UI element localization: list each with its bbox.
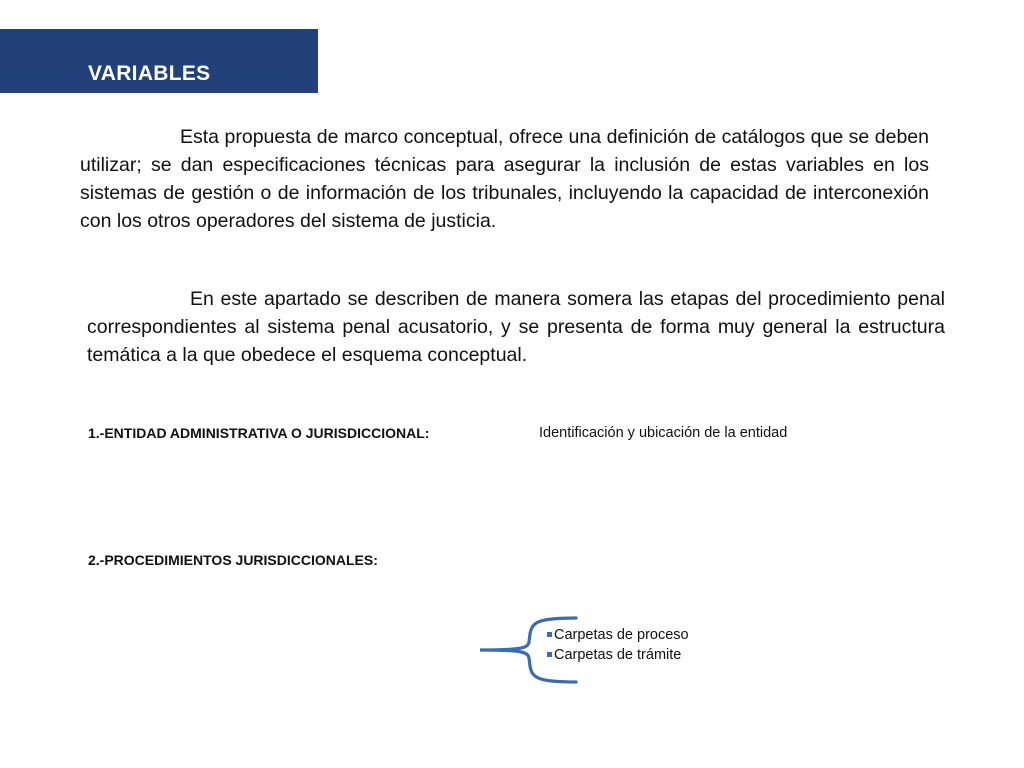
section-1-label: 1.-ENTIDAD ADMINISTRATIVA O JURISDICCIONAL:: [88, 425, 430, 441]
list-item-label: Carpetas de proceso: [554, 627, 689, 643]
section-1-description: Identificación y ubicación de la entidad: [539, 425, 788, 441]
list-item: [547, 625, 689, 645]
procedure-list: [547, 625, 689, 665]
list-item: [547, 645, 689, 665]
square-bullet-icon: [547, 632, 552, 637]
section-2-label: 2.-PROCEDIMIENTOS JURISDICCIONALES:: [88, 552, 378, 568]
square-bullet-icon: [547, 652, 552, 657]
intro-paragraph: Esta propuesta de marco conceptual, ofrece una definición de catálogos que se deben utilizar; se dan especificaciones técnicas para asegurar la inclusión de estas variables en los sistemas de gestión o de información de los tribunales, incluyendo la capacidad de interconexión con los otros operadores del sistema de justicia.: [80, 126, 929, 232]
slide-title: VARIABLES: [88, 62, 211, 85]
list-item-label: Carpetas de trámite: [554, 647, 682, 663]
description-paragraph: En este apartado se describen de manera somera las etapas del procedimiento penal correspondientes al sistema penal acusatorio, y se presenta de forma muy general la estructura temática a la que obedece el esquema conceptual.: [87, 288, 945, 366]
